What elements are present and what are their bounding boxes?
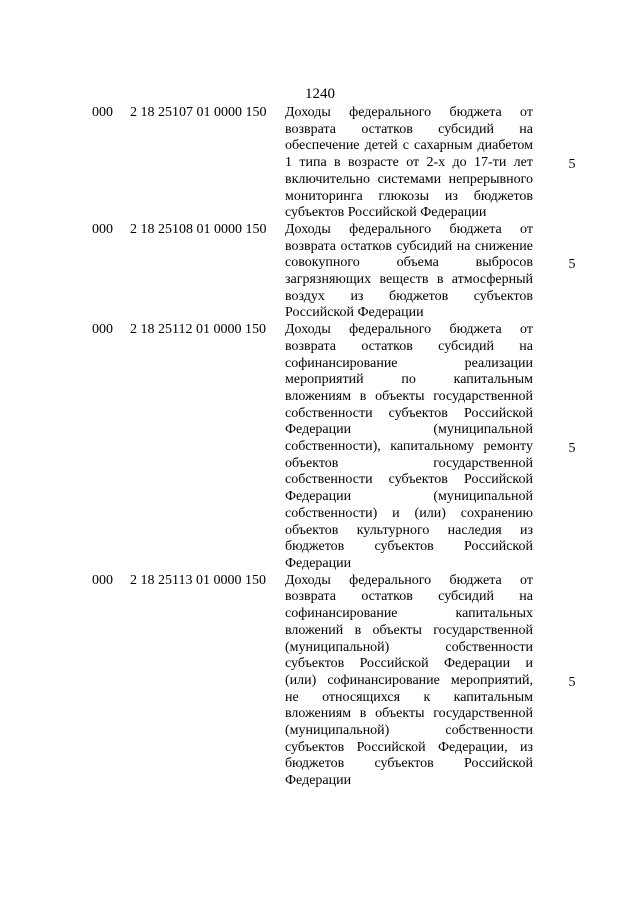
- description-line: возврата остатков субсидий на: [285, 589, 533, 605]
- description-line: Доходы федерального бюджета от: [285, 105, 533, 120]
- amount-value: 5: [568, 157, 576, 173]
- description-line: мониторинга глюкозы из бюджетов: [285, 188, 533, 204]
- description-line: (муниципальной) собственности: [285, 639, 533, 655]
- revenue-description: [285, 573, 533, 790]
- table-row: [0, 573, 640, 790]
- description-line: Федерации: [285, 555, 352, 571]
- admin-code: 000: [92, 322, 113, 338]
- description-line: воздух из бюджетов субъектов: [285, 288, 533, 304]
- description-line: собственности субъектов Российской: [285, 405, 533, 421]
- amount-value: 5: [568, 257, 576, 273]
- description-line: возврата остатков субсидий на снижение: [285, 238, 533, 254]
- table-row: [0, 222, 640, 322]
- admin-code: 000: [92, 572, 113, 588]
- revenue-description: [285, 105, 533, 222]
- description-line: объектов культурного наследия из: [285, 522, 533, 538]
- description-line: вложениям в объекты государственной: [285, 706, 533, 722]
- description-line: Российской Федерации: [285, 305, 424, 321]
- description-line: собственности), капитальному ремонту: [285, 439, 533, 455]
- description-line: не относящихся к капитальным: [285, 689, 533, 705]
- page-number: 1240: [305, 86, 335, 102]
- description-line: субъектов Российской Федерации, из: [285, 739, 533, 755]
- description-line: объектов государственной: [285, 455, 533, 471]
- description-line: Федерации: [285, 773, 352, 789]
- description-line: обеспечение детей с сахарным диабетом: [285, 138, 533, 154]
- budget-code-table: [0, 105, 640, 790]
- description-line: мероприятий по капитальным: [285, 372, 533, 388]
- amount-value: 5: [568, 441, 576, 457]
- budget-classification-code: 2 18 25108 01 0000 150: [130, 221, 267, 237]
- revenue-description: [285, 222, 533, 322]
- description-line: загрязняющих веществ в атмосферный: [285, 272, 533, 288]
- description-line: Федерации (муниципальной: [285, 422, 533, 438]
- table-row: [0, 322, 640, 573]
- budget-classification-code: 2 18 25113 01 0000 150: [130, 572, 266, 588]
- description-line: субъектов Российской Федерации: [285, 205, 487, 221]
- budget-classification-code: 2 18 25107 01 0000 150: [130, 105, 267, 120]
- amount-value: 5: [568, 674, 576, 690]
- description-line: Доходы федерального бюджета от: [285, 322, 533, 338]
- description-line: 1 типа в возрасте от 2-х до 17-ти лет: [285, 155, 533, 171]
- description-line: собственности) и (или) сохранению: [285, 505, 533, 521]
- description-line: субъектов Российской Федерации и: [285, 656, 533, 672]
- description-line: бюджетов субъектов Российской: [285, 756, 533, 772]
- description-line: Федерации (муниципальной: [285, 489, 533, 505]
- description-line: (или) софинансирование мероприятий,: [285, 672, 533, 688]
- description-line: включительно системами непрерывного: [285, 171, 533, 187]
- description-line: вложений в объекты государственной: [285, 622, 533, 638]
- revenue-description: [285, 322, 533, 573]
- admin-code: 000: [92, 221, 113, 237]
- admin-code: 000: [92, 105, 113, 120]
- description-line: Доходы федерального бюджета от: [285, 572, 533, 588]
- table-row: [0, 105, 640, 222]
- description-line: софинансирование реализации: [285, 355, 533, 371]
- description-line: вложениям в объекты государственной: [285, 388, 533, 404]
- description-line: совокупного объема выбросов: [285, 255, 533, 271]
- description-line: бюджетов субъектов Российской: [285, 539, 533, 555]
- budget-classification-code: 2 18 25112 01 0000 150: [130, 322, 266, 338]
- description-line: Доходы федерального бюджета от: [285, 221, 533, 237]
- description-line: возврата остатков субсидий на: [285, 338, 533, 354]
- description-line: (муниципальной) собственности: [285, 723, 533, 739]
- description-line: собственности субъектов Российской: [285, 472, 533, 488]
- description-line: софинансирование капитальных: [285, 606, 533, 622]
- description-line: возврата остатков субсидий на: [285, 121, 533, 137]
